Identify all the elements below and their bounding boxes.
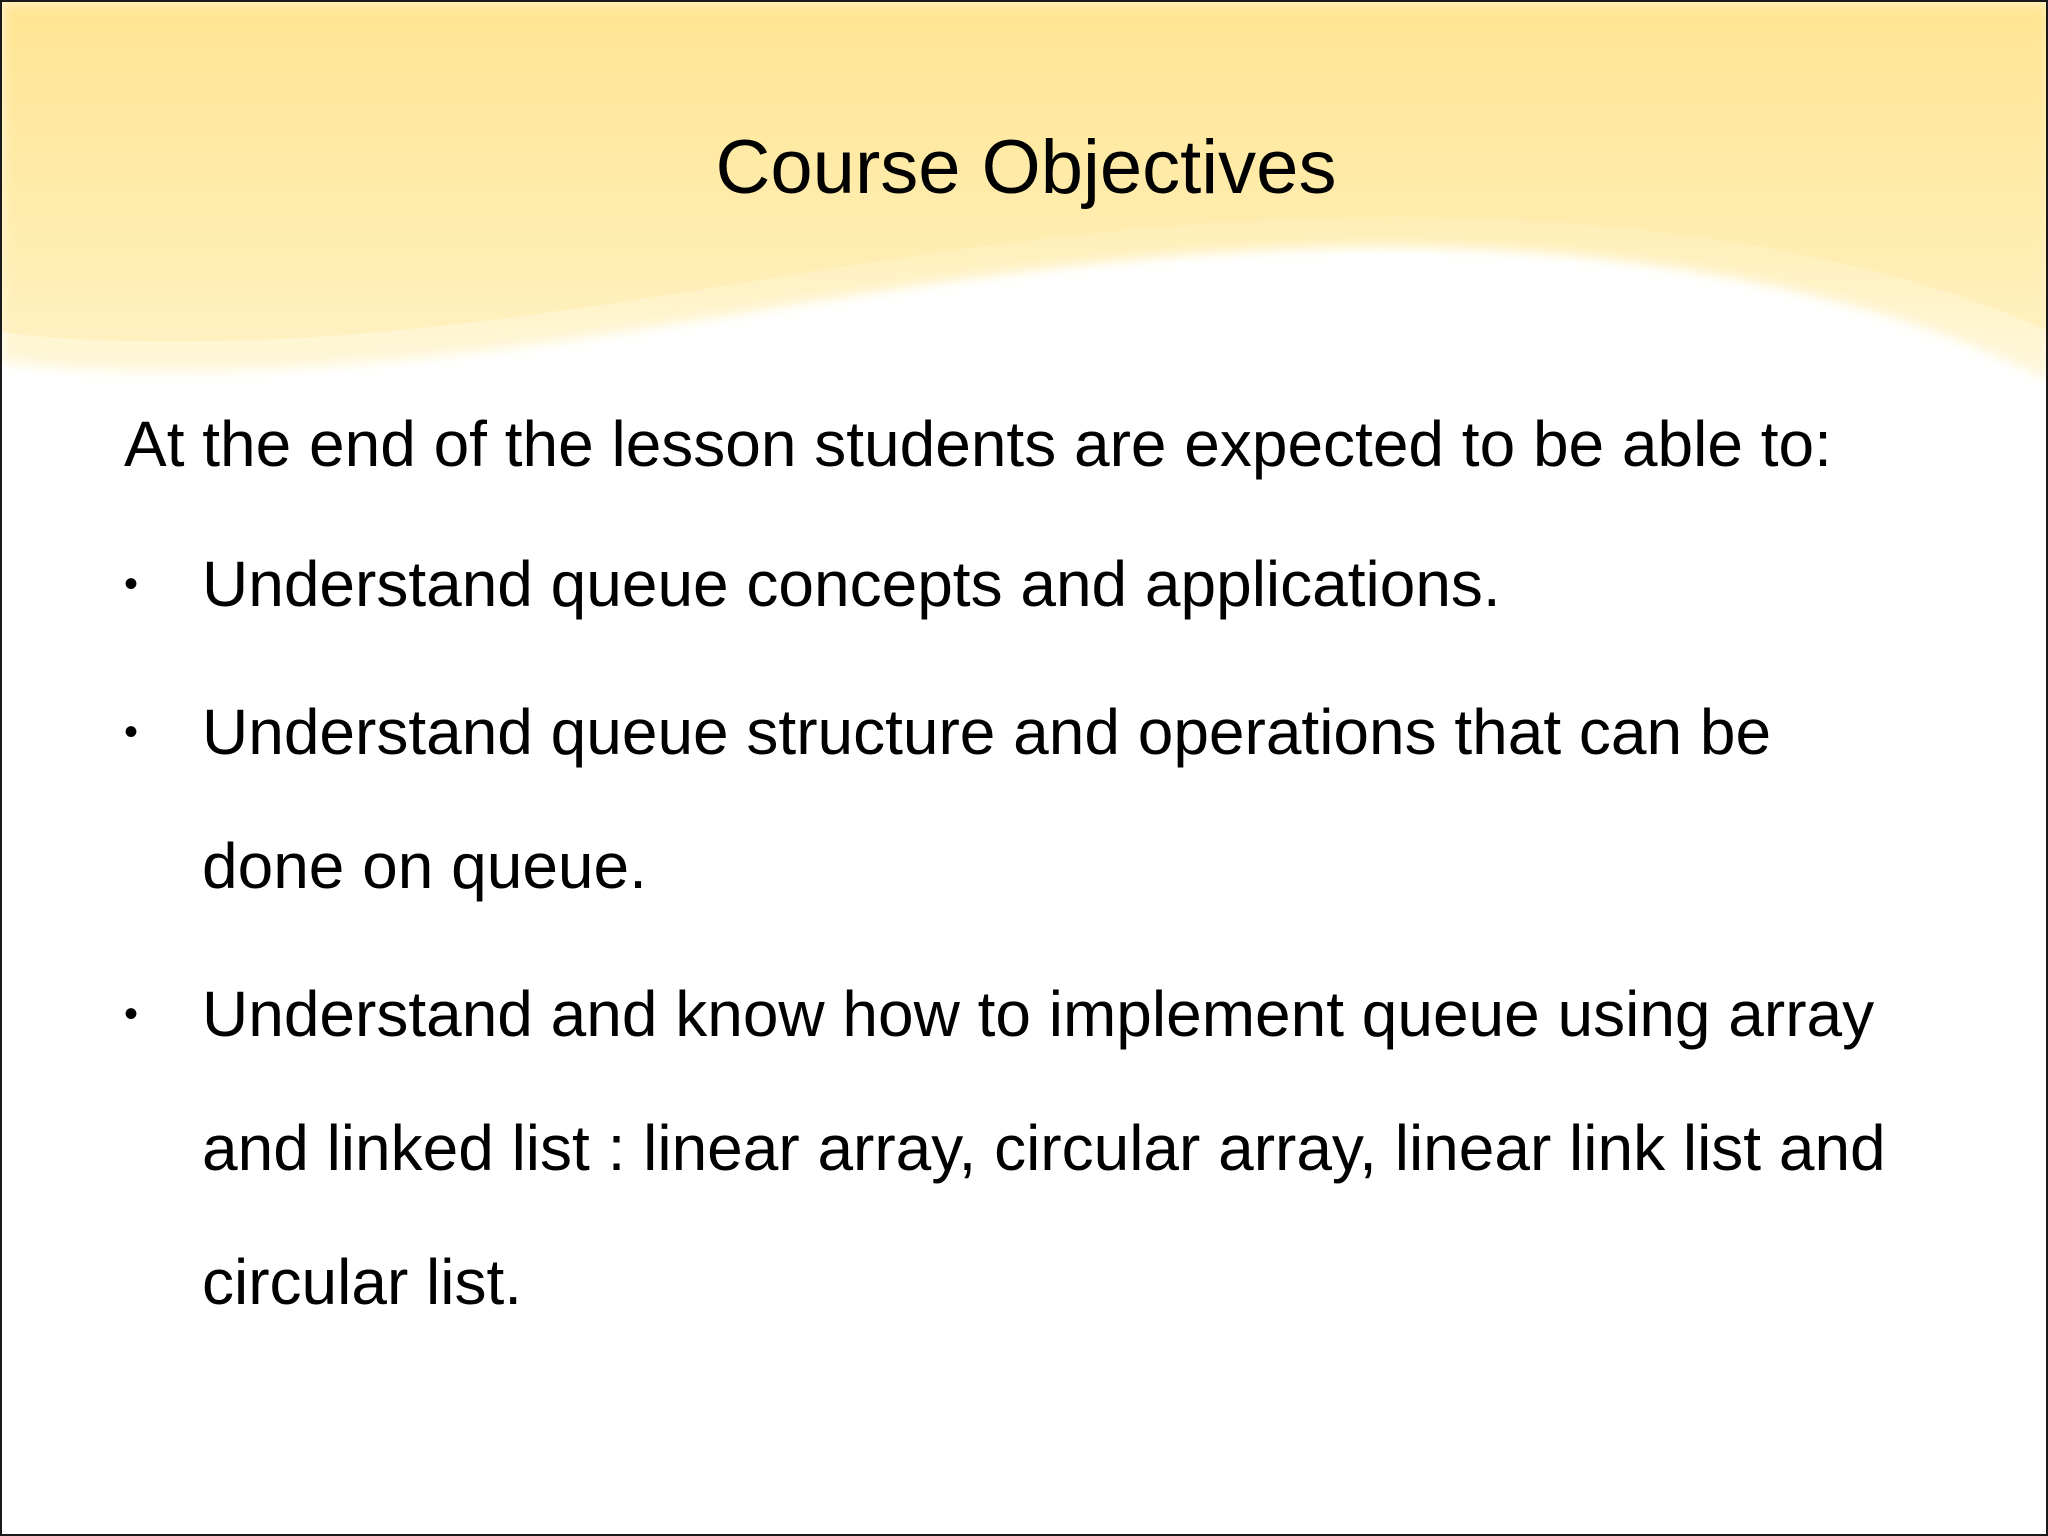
intro-text: At the end of the lesson students are expected to be able to: (124, 408, 1832, 480)
bullet-text: Understand and know how to implement queue using array and linked list : linear array, circular array, linear link list and circular list. (202, 978, 1886, 1318)
list-item (124, 665, 1924, 933)
objectives-list (124, 517, 1924, 1349)
list-item (124, 947, 1924, 1349)
slide-title: Course Objectives (715, 125, 1337, 210)
bullet-text: Understand queue concepts and applications. (202, 548, 1501, 620)
bullet-icon: • (124, 562, 139, 606)
bullet-icon: • (124, 710, 139, 754)
slide-body (124, 377, 1924, 1363)
bullet-icon: • (124, 992, 139, 1036)
bullet-text: Understand queue structure and operations that can be done on queue. (202, 696, 1772, 902)
list-item (124, 517, 1924, 651)
